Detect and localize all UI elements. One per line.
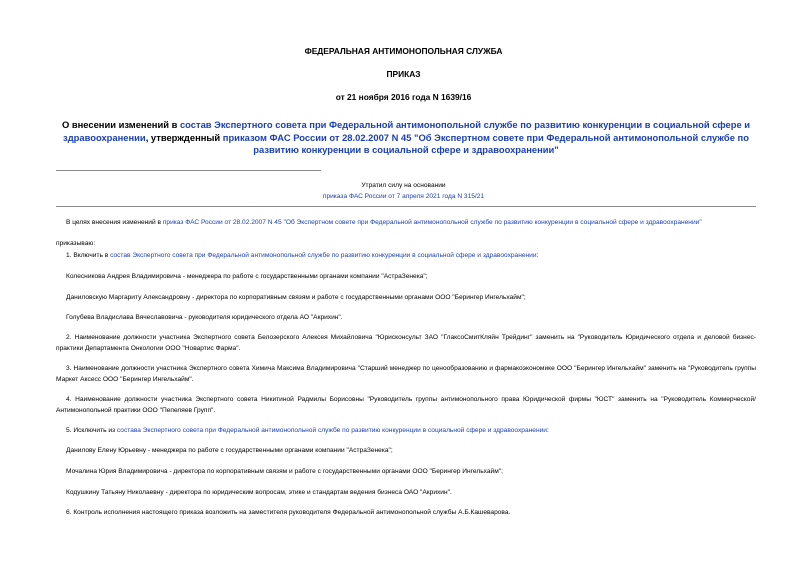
title-text-2: , утвержденный bbox=[145, 131, 223, 143]
include-person-1: Колесникова Андрея Владимировича - менеджера по работе с государственными органами компании "АстраЗенека"; bbox=[66, 273, 428, 280]
item5-colon: : bbox=[546, 427, 549, 434]
title-link-council[interactable]: состав Экспертного совета при Федеральной антимонопольной службе по развитию конкуренции в социальной сфере и здравоохранении bbox=[63, 119, 751, 143]
intro-paragraph bbox=[56, 218, 756, 229]
include-person-2: Даниловскую Маргариту Александровну - директора по корпоративным связям и работе с государственными органами ООО "Берингер Ингельхайм"; bbox=[66, 294, 526, 301]
doc-type: ПРИКАЗ bbox=[386, 69, 421, 79]
exclude-person-3: Кодушкину Татьяну Николаевну - директора по юридическим вопросам, этике и стандартам ведения бизнеса ОАО "Акрихин". bbox=[66, 489, 452, 496]
lost-force-note: Утратил силу на основании bbox=[361, 182, 446, 189]
order-word: приказываю: bbox=[56, 240, 96, 247]
item1-text: 1. Включить в bbox=[66, 252, 111, 259]
item1-link-council[interactable]: состав Экспертного совета при Федеральной антимонопольной службе по развитию конкуренции в социальной сфере и здравоохранении bbox=[110, 252, 537, 259]
exclude-person-2: Мочалина Юрия Владимировича - директора по корпоративным связям и работе с государственными органами ООО "Берингер Ингельхайм"; bbox=[66, 468, 503, 475]
item-5 bbox=[56, 426, 756, 437]
intro-link-order[interactable]: приказ ФАС России от 28.02.2007 N 45 "Об Экспертном совете при Федеральной антимонопольной службе по развитию конкуренции в социальной сфере и здравоохранении" bbox=[162, 219, 702, 226]
item5-text: 5. Исключить из bbox=[66, 427, 117, 434]
divider-full bbox=[56, 206, 756, 207]
agency-name: ФЕДЕРАЛЬНАЯ АНТИМОНОПОЛЬНАЯ СЛУЖБА bbox=[304, 46, 503, 56]
item-4: 4. Наименование должности участника Экспертного совета Никитиной Радмилы Борисовны "Руководитель группы антимонопольного права Юридической фирмы "ЮСТ" заменить на "Руководитель Коммерческой/Антимонопольной практики ООО "Пепеляев Групп". bbox=[56, 396, 756, 414]
item-2: 2. Наименование должности участника Экспертного совета Белозерского Алексея Михайловича "Юрисконсульт ЗАО "ГлаксоСмитКляйн Трейдинг" заменить на "Руководитель Юридического отдела и деловой бизнес-практики Департамента Онкологии ООО "Новартис Фарма". bbox=[56, 334, 756, 352]
item-6: 6. Контроль исполнения настоящего приказа возложить на заместителя руководителя Федеральной антимонопольной службы А.Б.Кашеварова. bbox=[66, 509, 511, 516]
intro-text: В целях внесения изменений в bbox=[66, 219, 163, 226]
title-text-1: О внесении изменений в bbox=[61, 119, 180, 130]
include-person-3: Голубева Владислава Вячеславовича - руководителя юридического отдела АО "Акрихин". bbox=[66, 314, 343, 321]
document-title bbox=[56, 119, 756, 157]
divider-short bbox=[56, 170, 321, 171]
item1-colon: : bbox=[536, 252, 539, 259]
lost-force-link[interactable]: приказа ФАС России от 7 апреля 2021 года N 315/21 bbox=[322, 193, 485, 200]
title-link-order[interactable]: приказом ФАС России от 28.02.2007 N 45 "Об Экспертном совете при Федеральной антимонопольной службе по развитию конкуренции в социальной сфере и здравоохранении" bbox=[222, 131, 749, 155]
exclude-person-1: Данилову Елену Юрьевну - менеджера по работе с государственными органами компании "АстраЗенека"; bbox=[66, 447, 393, 454]
item5-link-council[interactable]: состава Экспертного совета при Федеральной антимонопольной службе по развитию конкуренции в социальной сфере и здравоохранении bbox=[116, 427, 547, 434]
item-3: 3. Наименование должности участника Экспертного совета Химича Максима Владимировича "Старший менеджер по ценообразованию и фармакоэкономике ООО "Берингер Ингельхайм" заменить на "Руководитель группы Маркет Аксесс ООО "Берингер Ингельхайм". bbox=[56, 365, 756, 383]
item-1 bbox=[56, 251, 756, 262]
doc-date-number: от 21 ноября 2016 года N 1639/16 bbox=[335, 92, 472, 102]
